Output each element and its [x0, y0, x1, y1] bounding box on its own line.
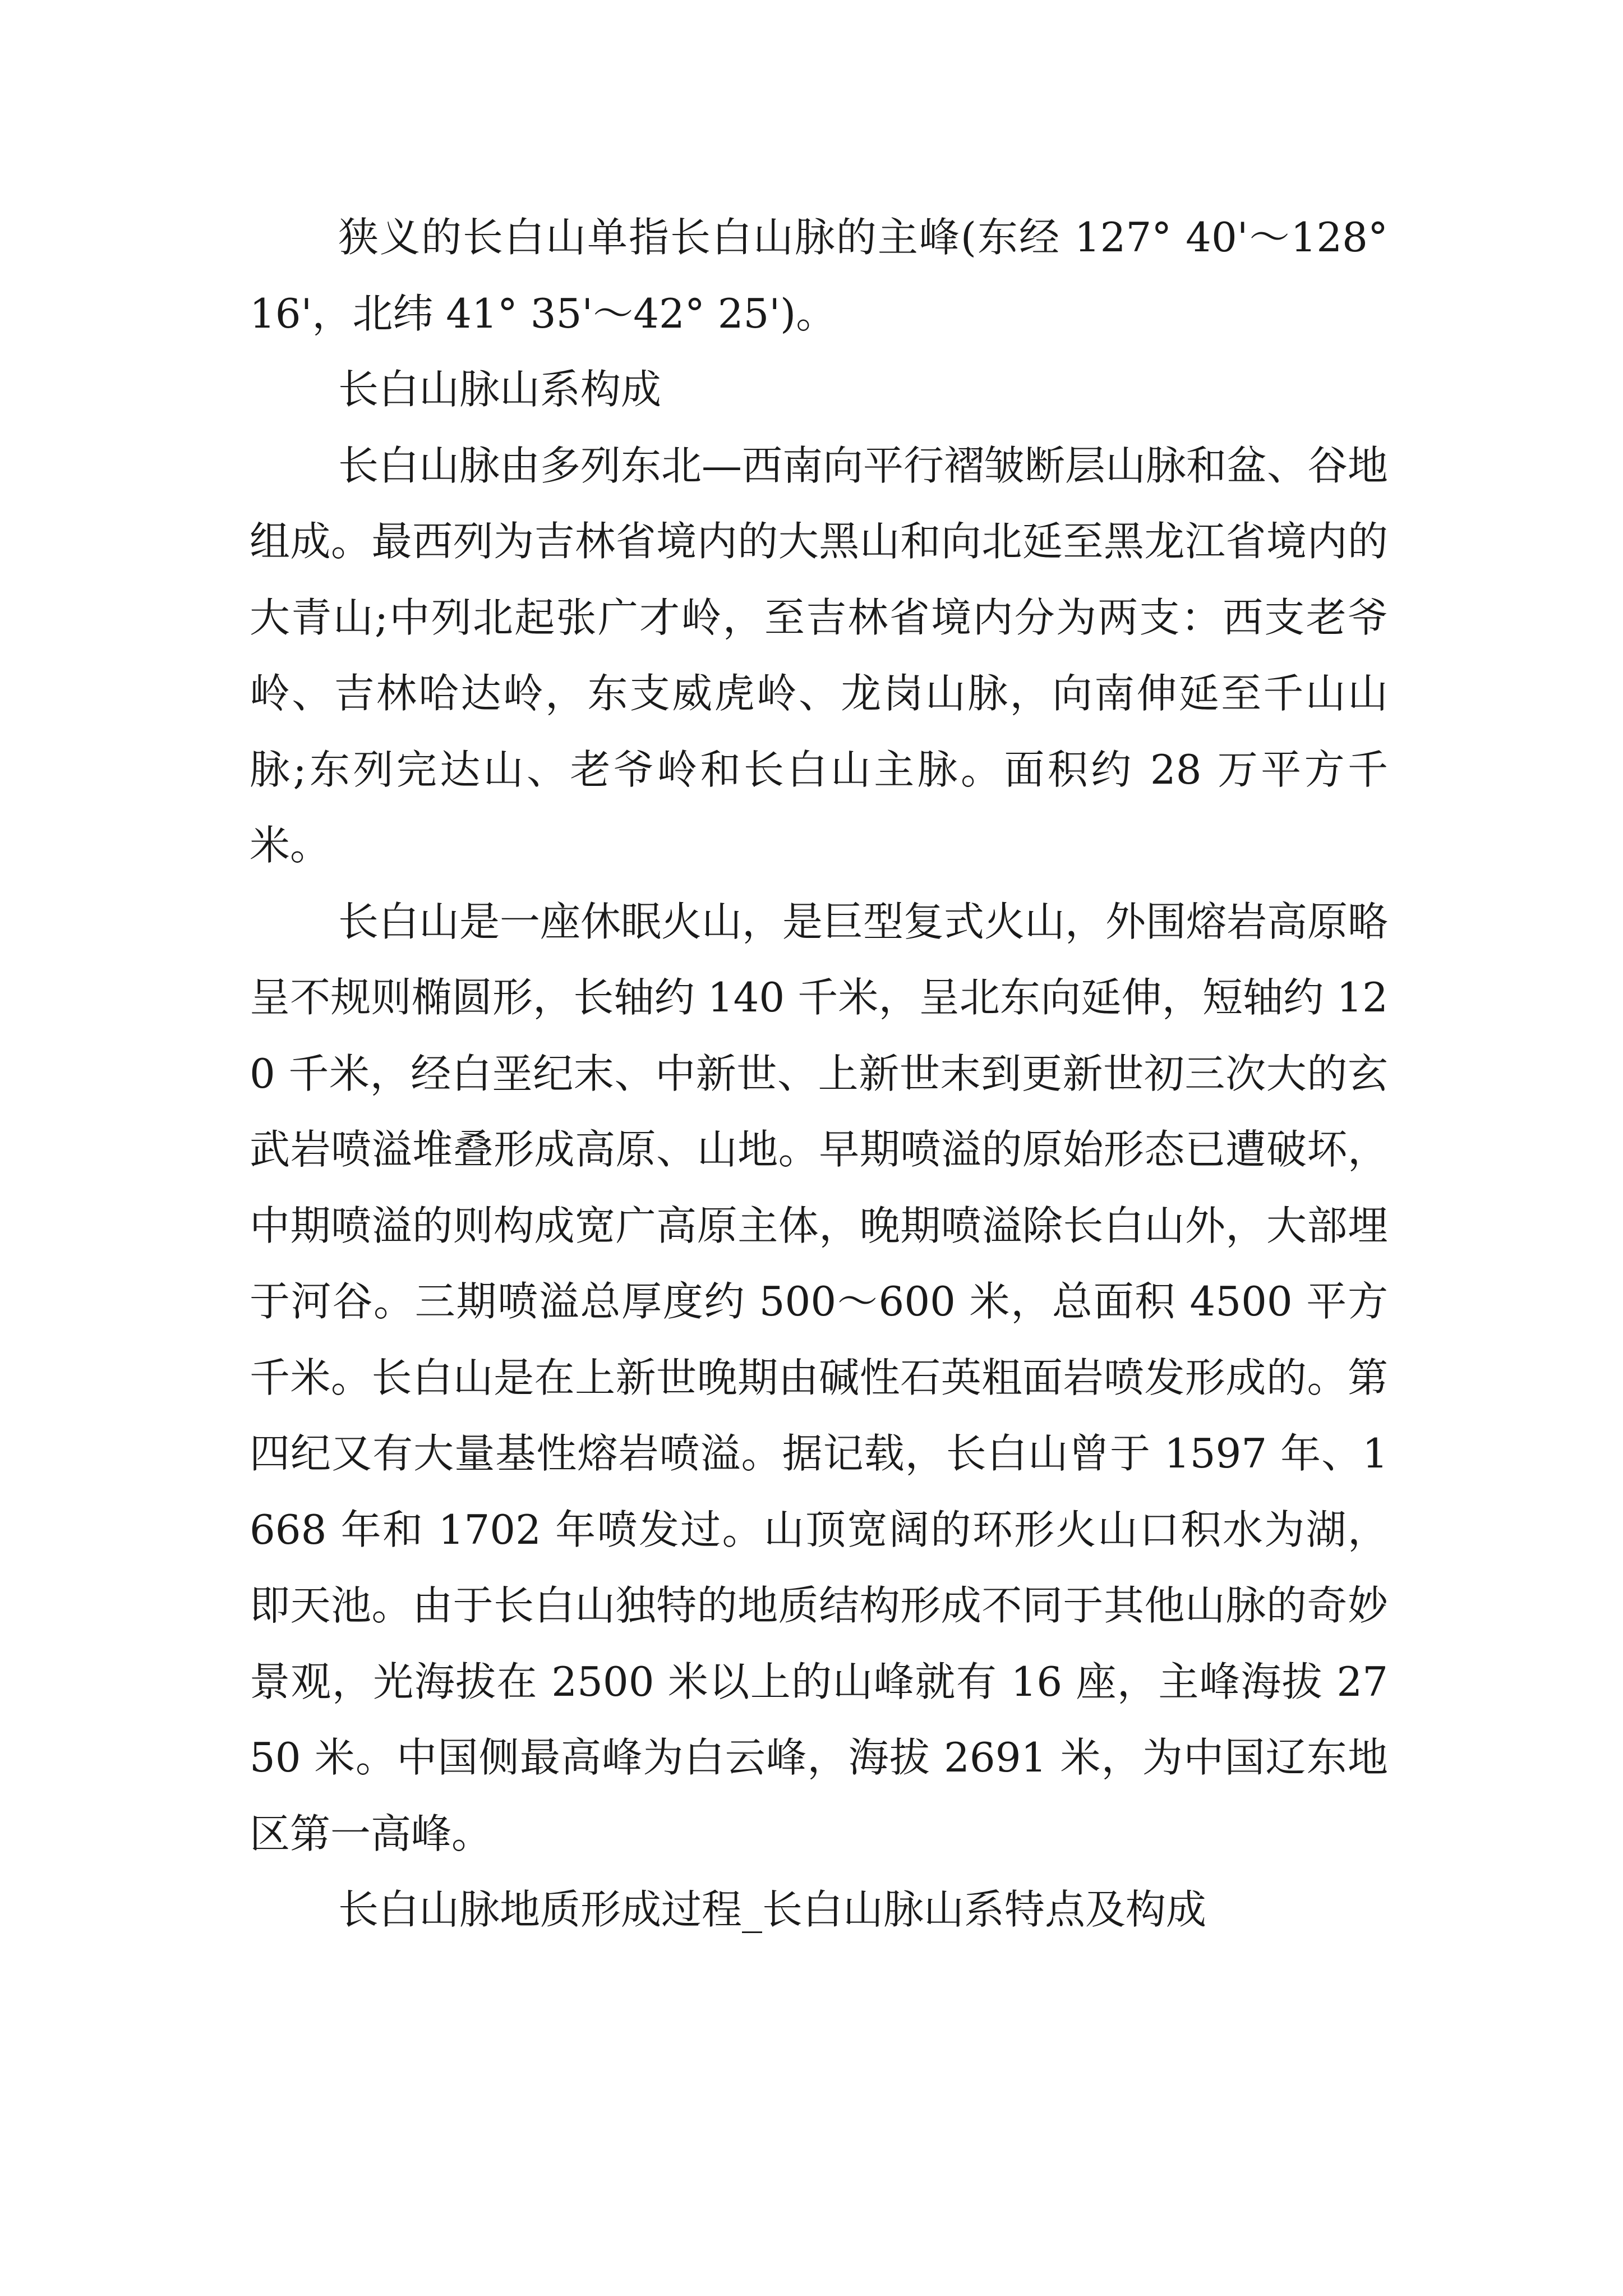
paragraph-location: 狭义的长白山单指长白山脉的主峰(东经 127° 40'～128° 16'，北纬 41° 35'～42° 25')。 — [250, 214, 1388, 337]
document-page — [250, 200, 1388, 1948]
paragraph-mountain-system: 长白山脉由多列东北—西南向平行褶皱断层山脉和盆、谷地组成。最西列为吉林省境内的大黑山和向北延至黑龙江省境内的大青山;中列北起张广才岭，至吉林省境内分为两支：西支老爷岭、吉林哈达岭，东支威虎岭、龙岗山脉，向南伸延至千山山脉;东列完达山、老爷岭和长白山主脉。面积约 28 万平方千米。 — [250, 441, 1389, 869]
section-heading-mountain-system: 长白山脉山系构成 — [338, 366, 662, 413]
section-heading-geology: 长白山脉地质形成过程_长白山脉山系特点及构成 — [338, 1886, 1207, 1933]
paragraph-volcano: 长白山是一座休眠火山，是巨型复式火山，外围熔岩高原略呈不规则椭圆形，长轴约 140 千米，呈北东向延伸，短轴约 120 千米，经白垩纪末、中新世、上新世末到更新世初三次大的玄武岩喷溢堆叠形成高原、山地。早期喷溢的原始形态已遭破坏，中期喷溢的则构成宽广高原主体，晚期喷溢除长白山外，大部埋于河谷。三期喷溢总厚度约 500～600 米，总面积 4500 平方千米。长白山是在上新世晚期由碱性石英粗面岩喷发形成的。第四纪又有大量基性熔岩喷溢。据记载，长白山曾于 1597 年、1668 年和 1702 年喷发过。山顶宽阔的环形火山口积水为湖，即天池。由于长白山独特的地质结构形成不同于其他山脉的奇妙景观，光海拔在 2500 米以上的山峰就有 16 座，主峰海拔 2750 米。中国侧最高峰为白云峰，海拔 2691 米，为中国辽东地区第一高峰。 — [250, 898, 1389, 1857]
